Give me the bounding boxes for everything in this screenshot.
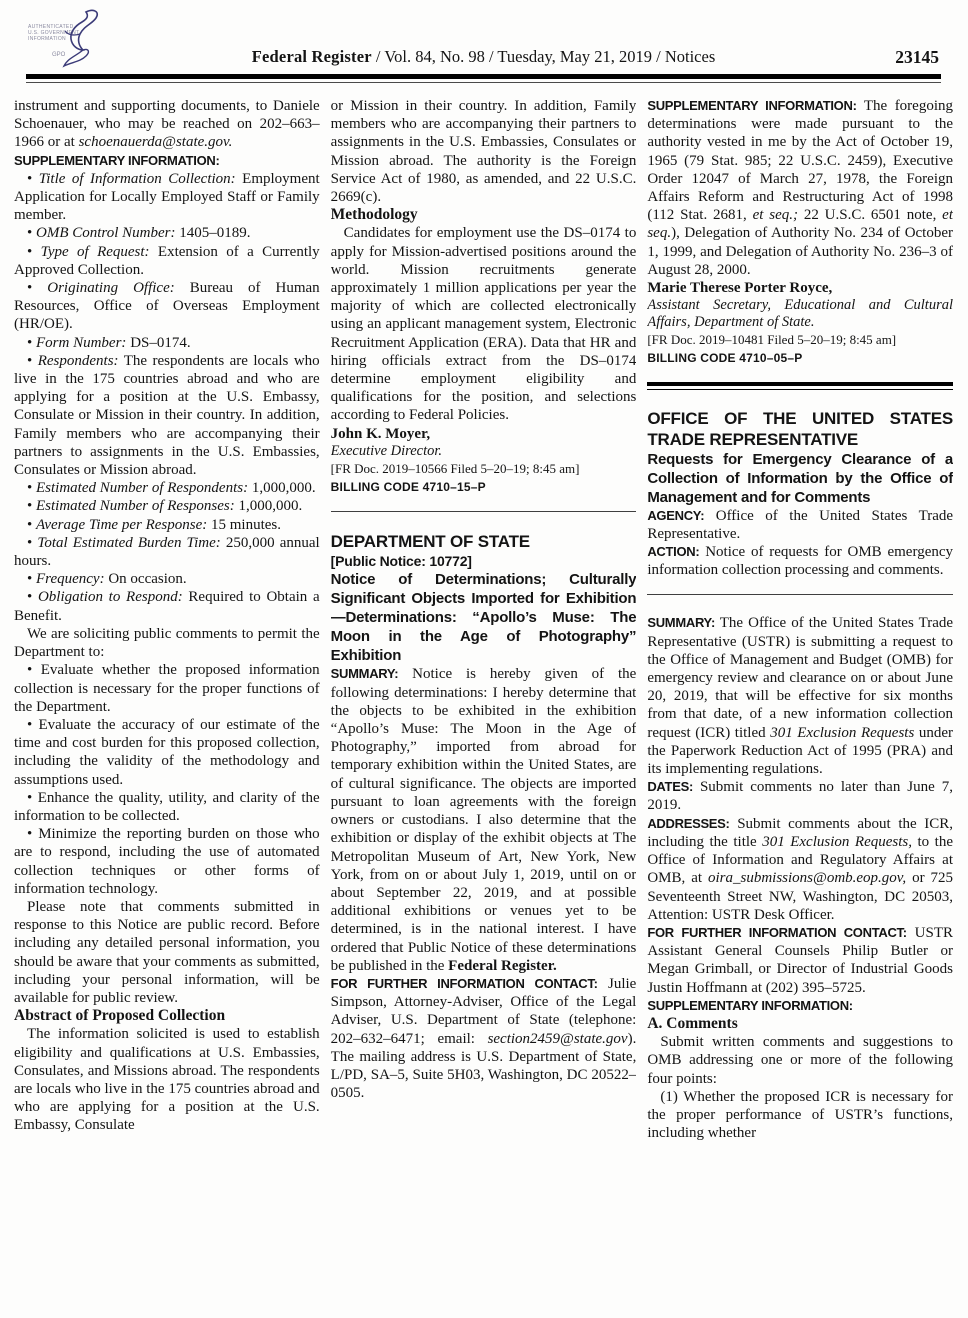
fr-doc-line <box>647 331 953 349</box>
issue-info: / Vol. 84, No. 98 / Tuesday, May 21, 2019 / Notices <box>371 47 716 66</box>
text-run: instrument and supporting documents, to Daniele Schoenauer, who may be reached on 202–663–1966 or at <box>14 98 320 151</box>
paragraph <box>14 661 320 716</box>
paragraph <box>331 97 637 206</box>
paragraph <box>14 224 320 242</box>
column-2 <box>331 97 637 1314</box>
paragraph <box>14 1025 320 1134</box>
text-run: The foregoing determinations were made pursuant to the authority vested in me by the Act of October 19, 1965 (79 Stat. 985; 22 U.S.C. 2459), Executive Order 12047 of March 27, 1978, the Foreign Affairs Reform and Restructuring Act of 1998 (112 Stat. 2681, <box>647 98 953 224</box>
text-run: • <box>27 334 37 351</box>
paragraph <box>14 97 320 152</box>
agency-heading <box>647 408 953 450</box>
paragraph <box>647 778 953 814</box>
text-run: 301 Exclusion Requests, <box>762 833 912 850</box>
notice-title <box>647 450 953 507</box>
paragraph <box>647 97 953 279</box>
text-run: 1405–0189. <box>175 225 251 242</box>
column-1 <box>14 97 320 1314</box>
text-run: 1,000,000. <box>234 498 303 515</box>
text-run: Evaluate whether the proposed information collection is necessary for the proper functions of the Department. <box>14 662 320 715</box>
text-run: Marie Therese Porter Royce, <box>647 280 833 297</box>
text-run: Notice of Determinations; Culturally Significant Objects Imported for Exhibition—Determinations: “Apollo’s Muse: The Moon in the Age of Photography” Exhibition <box>330 571 637 665</box>
text-run: John K. Moyer, <box>330 425 431 442</box>
page-number: 23145 <box>895 47 939 67</box>
text-run: Average Time per Response: <box>36 516 208 533</box>
paragraph <box>647 614 953 778</box>
text-run: • <box>27 789 38 806</box>
text-run: • <box>27 826 39 843</box>
text-run: A. Comments <box>647 1014 738 1032</box>
text-run: The respondents are locals who live in the 175 countries abroad and who are applying for a position at the U.S. Embassy, Consulate or Mission in their country. In addition, Family members who are accompanying their partners to assignments in the U.S. Embassies, Consulates or Mission abroad. <box>14 352 320 479</box>
text-run: Total Estimated Burden Time: <box>37 534 221 551</box>
text-run: Extension of a Currently Approved Collection. <box>14 243 320 278</box>
text-run: Notice of requests for OMB emergency information collection processing and comments. <box>647 544 953 579</box>
text-run: Estimated Number of Respondents: <box>36 480 249 497</box>
agency-heading <box>331 531 637 552</box>
text-run: OFFICE OF THE UNITED STATES TRADE REPRESENTATIVE <box>647 408 953 449</box>
text-run: or 725 Seventeenth Street NW, Washington, DC 20503, Attention: USTR Desk Officer. <box>647 870 953 923</box>
text-run: Minimize the reporting burden on those who are to respond, including the use of automated collection techniques or other forms of information technology. <box>14 826 320 897</box>
seal-gpo-label: GPO <box>52 52 66 58</box>
paragraph <box>14 334 320 352</box>
text-run: Estimated Number of Responses: <box>36 498 235 515</box>
column-3 <box>647 97 953 1314</box>
paragraph <box>14 352 320 479</box>
paragraph <box>647 924 953 997</box>
text-run: Required to Obtain a Benefit. <box>14 589 320 624</box>
text-run: [FR Doc. 2019–10481 Filed 5–20–19; 8:45 am] <box>647 332 897 348</box>
text-run: • <box>27 170 39 187</box>
text-run: BILLING CODE 4710–15–P <box>330 480 486 495</box>
paragraph <box>14 898 320 1007</box>
text-run: DS–0174. <box>126 334 191 351</box>
paragraph <box>647 815 953 924</box>
text-run: Requests for Emergency Clearance of a Collection of Information by the Office of Management and for Comments <box>647 450 953 506</box>
paragraph <box>14 170 320 225</box>
paragraph <box>647 1033 953 1088</box>
text-run: Submit comments no later than June 7, 2019. <box>647 779 953 814</box>
text-run: ). The mailing address is U.S. Department of State, L/PD, SA–5, Suite 5H03, Washington, DC 20522–0505. <box>330 1030 637 1102</box>
text-run: Type of Request: <box>40 243 150 260</box>
text-run: Submit written comments and suggestions to OMB addressing one or more of the following four points: <box>647 1034 953 1087</box>
text-run: The information solicited is used to establish eligibility and qualifications at U.S. Embassies, Consulates, and Missions abroad. The respondents are locals who live in the 175 countries abroad and who are applying for a position at the U.S. Embassy, Consulate <box>14 1026 320 1134</box>
text-run: DEPARTMENT OF STATE <box>330 532 530 552</box>
text-run: • <box>27 352 38 369</box>
field-label: SUMMARY: <box>647 615 715 631</box>
paragraph <box>647 543 953 579</box>
signatory-title <box>647 297 953 331</box>
paragraph <box>331 224 637 424</box>
paragraph <box>14 625 320 661</box>
public-notice-number <box>331 552 637 570</box>
seal-line: AUTHENTICATED <box>28 24 74 30</box>
text-run: Frequency: <box>36 571 105 588</box>
field-label: FOR FURTHER INFORMATION CONTACT: <box>647 924 907 940</box>
text-run: 301 Exclusion Requests <box>770 724 915 741</box>
text-run: • <box>27 498 37 515</box>
text-run: (1) Whether the proposed ICR is necessary for the proper performance of USTR’s functions, including whether <box>647 1088 953 1142</box>
text-run: • <box>27 716 39 733</box>
fr-doc-line <box>331 460 637 478</box>
paragraph <box>647 1088 953 1143</box>
text-run: OMB Control Number: <box>36 225 176 242</box>
text-run: Office of the United States Trade Representative. <box>647 507 953 542</box>
text-run: Executive Director. <box>330 442 443 459</box>
text-run: • <box>27 243 41 260</box>
paragraph <box>14 588 320 624</box>
text-run: section2459@state.gov <box>487 1030 628 1047</box>
paragraph <box>14 516 320 534</box>
paragraph <box>14 570 320 588</box>
text-run: schoenauerda@state.gov. <box>78 134 233 151</box>
text-run: [FR Doc. 2019–10566 Filed 5–20–19; 8:45 am] <box>330 460 580 476</box>
text-run: • <box>27 571 37 588</box>
field-label: SUPPLEMENTARY INFORMATION: <box>647 98 857 113</box>
billing-code <box>331 478 637 496</box>
text-run: to the Office of Information and Regulatory Affairs at OMB, at <box>647 833 953 887</box>
text-run: Submit comments about the ICR, including the title <box>647 815 953 850</box>
paragraph <box>14 789 320 825</box>
text-run: BILLING CODE 4710–05–P <box>647 351 803 366</box>
text-run: Please note that comments submitted in response to this Notice are public record. Before including any detailed personal information, you should be aware that your comments as submitted, including your personal information, will be available for public review. <box>14 898 320 1006</box>
section-divider <box>331 511 637 512</box>
text-run: Originating Office: <box>47 280 175 297</box>
field-label: FOR FURTHER INFORMATION CONTACT: <box>330 975 598 991</box>
paragraph <box>14 716 320 789</box>
notice-title <box>331 570 637 665</box>
field-label: ADDRESSES: <box>647 815 730 831</box>
text-run: On occasion. <box>104 571 187 588</box>
billing-code <box>647 349 953 367</box>
seal-line: U.S. GOVERNMENT <box>28 30 80 36</box>
paragraph <box>14 243 320 279</box>
field-label: AGENCY: <box>647 507 705 523</box>
paragraph <box>14 497 320 515</box>
text-run: • <box>27 280 48 297</box>
field-label: SUPPLEMENTARY INFORMATION: <box>647 997 853 1013</box>
text-run: Abstract of Proposed Collection <box>14 1007 226 1025</box>
text-run: 15 minutes. <box>207 516 281 533</box>
text-run: Bureau of Human Resources, Office of Overseas Employment (HR/OE). <box>14 280 320 333</box>
text-run: et seq. <box>647 207 953 242</box>
text-run: Title of Information Collection: <box>38 170 236 187</box>
text-run: We are soliciting public comments to permit the Department to: <box>14 625 320 661</box>
text-run: Form Number: <box>36 334 127 351</box>
text-run: USTR Assistant General Counsels Philip Butler or Megan Grimball, or Director of Industrial Goods Justin Hoffmann at (202) 395–5725. <box>647 924 953 996</box>
page-header <box>26 47 941 83</box>
text-run: Evaluate the accuracy of our estimate of the time and cost burden for this proposed collection, including the validity of the methodology and assumptions used. <box>14 716 320 788</box>
text-run: • <box>27 480 37 497</box>
journal-title: Federal Register <box>251 47 372 66</box>
text-run: • <box>27 589 38 606</box>
paragraph <box>14 279 320 334</box>
field-label: ACTION: <box>647 544 700 560</box>
text-run: • <box>27 534 38 551</box>
text-run: et seq.; <box>752 207 799 224</box>
text-run: The Office of the United States Trade Representative (USTR) is submitting a request to the Office of Management and Budget (OMB) for emergency review and clearance on or about June 20, 2019, that will be effective for six months from that date, of a new information collection request (ICR) titled <box>647 615 953 741</box>
header-rule <box>26 74 941 83</box>
text-run: Methodology <box>330 206 418 224</box>
subsection-heading <box>331 206 637 224</box>
signatory-name <box>647 279 953 297</box>
content-columns <box>14 97 953 1314</box>
paragraph <box>14 152 320 170</box>
subsection-heading <box>647 1015 953 1033</box>
paragraph <box>14 825 320 898</box>
text-run: Julie Simpson, Attorney-Adviser, Office of the Legal Adviser, U.S. Department of State (telephone: 202–632–6471; email: <box>330 975 637 1047</box>
text-run: Assistant Secretary, Educational and Cultural Affairs, Department of State. <box>647 297 953 331</box>
paragraph <box>331 665 637 974</box>
paragraph <box>647 997 953 1015</box>
signatory-name <box>331 425 637 443</box>
subsection-heading <box>14 1007 320 1025</box>
text-run: oira_submissions@omb.eop.gov, <box>708 870 907 887</box>
text-run: • <box>27 516 37 533</box>
field-label: SUPPLEMENTARY INFORMATION: <box>14 152 220 168</box>
text-run: Notice is hereby given of the following determinations: I hereby determine that the objects to be exhibited in the exhibition “Apollo’s Muse: The Moon in the Age of Photography,” imported from abroad for temporary exhibition within the United States, are of cultural significance. The objects are imported pursuant to loan agreements with the foreign owners or custodians. I also determine that the exhibition or display of the exhibit objects at The Metropolitan Museum of Art, New York, New York, from on or about July 1, 2019, until on or about September 22, 2019, and at possible additional exhibitions or venues yet to be determined, is in the national interest. I have ordered that Public Notice of these determinations be published in the <box>330 666 637 974</box>
section-divider-double <box>647 382 953 390</box>
text-run: Federal Register. <box>448 957 557 974</box>
field-label: SUMMARY: <box>330 666 399 682</box>
paragraph <box>331 975 637 1102</box>
text-run: 1,000,000. <box>248 480 316 497</box>
text-run: Employment Application for Locally Employed Staff or Family member. <box>14 170 320 224</box>
signatory-title <box>331 443 637 460</box>
text-run: Candidates for employment use the DS–0174 to apply for Mission-advertised positions around the world. Mission recruitments generate approximately 1 million applications per year the majority of which are collected electronically using an applicant management system, Electronic Recruitment Application (ERA). Data that HR and hiring officials extract from the DS–0174 determine employment eligibility and qualifications for the position, and selections according to Federal Policies. <box>330 225 637 424</box>
field-label: DATES: <box>647 779 693 795</box>
text-run: 22 U.S.C. 6501 note, <box>798 207 943 224</box>
section-divider <box>647 594 953 595</box>
text-run: • <box>27 225 37 242</box>
text-run: or Mission in their country. In addition, Family members who are accompanying their partners to assignments in the U.S. Embassies, Consulates or Mission abroad. The authority is the Foreign Service Act of 1980, as amended, and 22 U.S.C. 2669(c). <box>330 98 637 206</box>
text-run: • <box>27 662 41 679</box>
paragraph <box>14 479 320 497</box>
text-run: under the Paperwork Reduction Act of 1995 (PRA) and its implementing regulations. <box>647 724 953 778</box>
text-run: Respondents: <box>37 352 119 369</box>
header-line <box>26 47 941 67</box>
text-run: Enhance the quality, utility, and clarity of the information to be collected. <box>14 789 320 824</box>
paragraph <box>647 507 953 543</box>
text-run: 250,000 annual hours. <box>14 534 320 570</box>
text-run: Obligation to Respond: <box>37 589 183 606</box>
seal-line: INFORMATION <box>28 36 66 42</box>
text-run: [Public Notice: 10772] <box>330 553 472 570</box>
text-run: ), Delegation of Authority No. 234 of October 1, 1999, and Delegation of Authority No. 236–3 of August 28, 2000. <box>647 225 953 278</box>
paragraph <box>14 534 320 570</box>
